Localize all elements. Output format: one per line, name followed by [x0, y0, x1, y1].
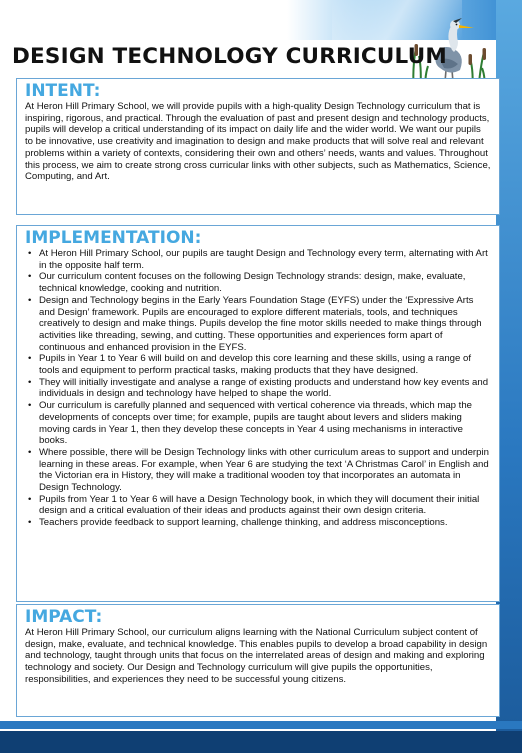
- implementation-heading: IMPLEMENTATION:: [25, 228, 202, 248]
- list-item: • Design and Technology begins in the Early Years Foundation Stage (EYFS) under the ‘Expressive Arts and Design’ framework. Pupils are encouraged to explore different materials, tools, and techniques creatively to design and make things. Pupils develop the fine motor skills needed to make things through activities like threading, sewing, and cutting. These opportunities and experiences form apart of continuous and enhanced provision in the EYFS.: [25, 295, 491, 354]
- impact-section: [16, 604, 500, 717]
- page-title: DESIGN TECHNOLOGY CURRICULUM: [12, 44, 447, 69]
- intent-text: At Heron Hill Primary School, we will provide pupils with a high-quality Design Technology curriculum that is inspiring, rigorous, and practical. Through the evaluation of past and present design and technology products, pupils will develop a critical understanding of its impact on daily life and the wider world. We want our pupils to be innovative, use creativity and imagination to design and make products that will solve real and relevant problems within a variety of contexts, considering their own and others’ needs, wants and values. Throughout this process, we aim to create strong cross curricular links with other subjects, such as Mathematics, Science, Computing, and Art.: [25, 101, 491, 183]
- list-item: • At Heron Hill Primary School, our pupils are taught Design and Technology every term, alternating with Art in the opposite half term.: [25, 248, 491, 271]
- list-item: • Our curriculum content focuses on the following Design Technology strands: design, make, evaluate, technical knowledge, cooking and nutrition.: [25, 271, 491, 294]
- impact-text: At Heron Hill Primary School, our curriculum aligns learning with the National Curriculum subject content of design, make, evaluate, and technical knowledge. This enables pupils to develop a broad capability in design and technology, taught through units that focus on the interrelated areas of design and making and exploring technology and society. Our Design and Technology curriculum will give pupils the opportunities, responsibilities, and experiences they need to be successful young citizens.: [25, 627, 488, 685]
- list-item: • Pupils in Year 1 to Year 6 will build on and develop this core learning and these skills, using a range of tools and equipment to perform practical tasks, making products that they have designed.: [25, 353, 491, 376]
- implementation-list: [25, 248, 491, 529]
- intent-heading: INTENT:: [25, 81, 101, 101]
- intent-section: [16, 78, 500, 215]
- bottom-decorative-band: [0, 721, 522, 729]
- list-item: • Pupils from Year 1 to Year 6 will have a Design Technology book, in which they will document their initial design and a critical evaluation of their ideas and products against their own design criteria.: [25, 494, 491, 517]
- list-item: • They will initially investigate and analyse a range of existing products and understand how key events and individuals in design and technology have helped to shape the world.: [25, 377, 491, 400]
- implementation-section: [16, 225, 500, 602]
- list-item: • Our curriculum is carefully planned and sequenced with vertical coherence via threads, which map the developments of concepts over time; for example, pupils are taught about levers and sliders making moving cards in Year 1, then they develop these concepts in Year 4 using mechanisms in interactive books.: [25, 400, 491, 447]
- list-item: • Where possible, there will be Design Technology links with other curriculum areas to support and underpin learning in these areas. For example, when Year 6 are studying the text ‘A Christmas Carol’ in English and the Victorian era in History, they will make a traditional wooden toy that incorporates an automata in Design Technology.: [25, 447, 491, 494]
- impact-heading: IMPACT:: [25, 607, 103, 627]
- list-item: • Teachers provide feedback to support learning, challenge thinking, and address misconceptions.: [25, 517, 491, 529]
- bottom-footer-band: [0, 731, 522, 753]
